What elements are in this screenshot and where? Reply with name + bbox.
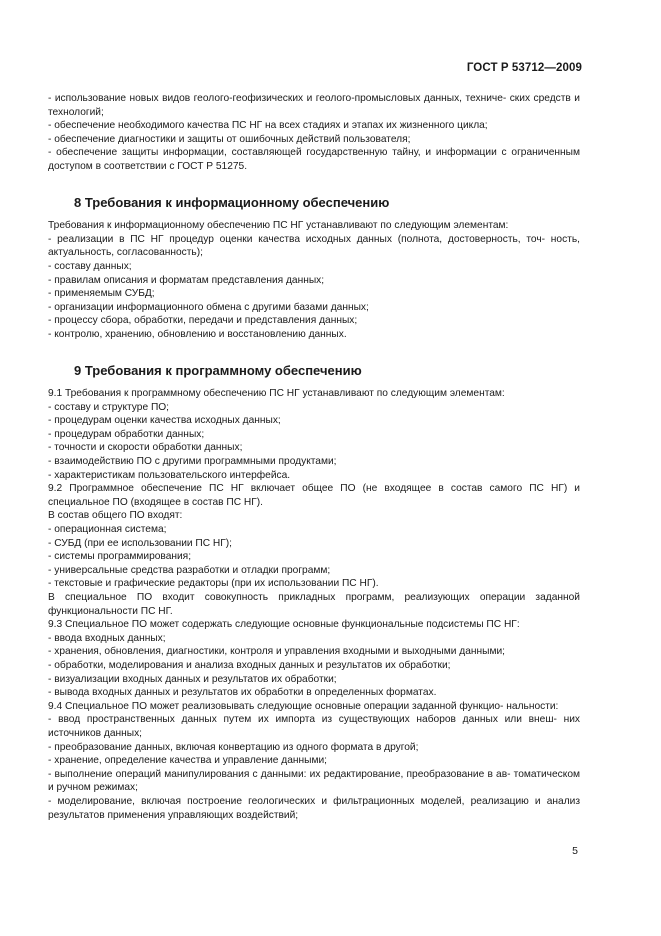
list-item: - процедурам оценки качества исходных данных;: [48, 415, 281, 427]
list-item: - хранение, определение качества и управление данными;: [48, 755, 327, 767]
list-item: - визуализации входных данных и результатов их обработки;: [48, 673, 337, 685]
page-number: 5: [572, 845, 578, 857]
list-item: - взаимодействию ПО с другими программными продуктами;: [48, 456, 337, 468]
list-item: - текстовые и графические редакторы (при их использовании ПС НГ).: [48, 578, 379, 590]
list-item: - ввод пространственных данных путем их импорта из существующих наборов данных или внеш- них источников данных;: [48, 714, 580, 739]
list-item: - обработки, моделирования и анализа входных данных и результатов их обработки;: [48, 659, 451, 671]
clause-9-2: 9.2 Программное обеспечение ПС НГ включает общее ПО (не входящее в состав самого ПС НГ) и специальное ПО (входящее в состав ПС НГ).: [48, 483, 580, 508]
list-item: - характеристикам пользовательского интерфейса.: [48, 469, 291, 481]
list-item: - правилам описания и форматам представления данных;: [48, 274, 325, 286]
list-item: - процедурам обработки данных;: [48, 428, 205, 440]
clause-9-2-special: В специальное ПО входит совокупность прикладных программ, реализующих операции заданной функциональности ПС НГ.: [48, 592, 580, 617]
intro-item: - обеспечение диагностики и защиты от ошибочных действий пользователя;: [48, 133, 411, 145]
intro-item: - обеспечение защиты информации, составляющей государственную тайну, и информации с ограниченным доступом в соответствии с ГОСТ Р 51275.: [48, 147, 580, 172]
intro-item: - обеспечение необходимого качества ПС НГ на всех стадиях и этапах их жизненного цикла;: [48, 120, 488, 132]
list-item: - реализации в ПС НГ процедур оценки качества исходных данных (полнота, достоверность, точ- ность, актуальность, согласованность);: [48, 233, 580, 259]
list-item: - ввода входных данных;: [48, 632, 166, 644]
list-item: - организации информационного обмена с другими базами данных;: [48, 301, 369, 313]
section-8-lead: Требования к информационному обеспечению ПС НГ устанавливают по следующим элементам:: [48, 220, 509, 232]
list-item: - системы программирования;: [48, 551, 192, 563]
clause-9-4: 9.4 Специальное ПО может реализовывать следующие основные операции заданной функцио- нальности:: [48, 700, 559, 712]
list-item: - моделирование, включая построение геологических и фильтрационных моделей, реализацию и анализ результатов применения управляющих воздействий;: [48, 795, 580, 821]
section-8-title: 8 Требования к информационному обеспечению: [74, 194, 390, 210]
list-item: - составу данных;: [48, 260, 132, 272]
list-item: - точности и скорости обработки данных;: [48, 442, 243, 454]
list-item: - универсальные средства разработки и отладки программ;: [48, 564, 331, 576]
list-item: - СУБД (при ее использовании ПС НГ);: [48, 537, 233, 549]
list-item: - вывода входных данных и результатов их обработки в определенных форматах.: [48, 687, 437, 699]
list-item: - контролю, хранению, обновлению и восстановлению данных.: [48, 328, 347, 340]
clause-9-2-general: В состав общего ПО входят:: [48, 510, 183, 522]
intro-list: [48, 92, 580, 174]
intro-item: - использование новых видов геолого-геофизических и геолого-промысловых данных, техниче- ских средств и технологий;: [48, 93, 580, 118]
list-item: - применяемым СУБД;: [48, 288, 155, 300]
list-item: - составу и структуре ПО;: [48, 401, 170, 413]
document-body: [48, 92, 580, 822]
document-code-header: ГОСТ Р 53712—2009: [466, 62, 582, 74]
clause-9-1: 9.1 Требования к программному обеспечению ПС НГ устанавливают по следующим элементам:: [48, 388, 505, 400]
list-item: - операционная система;: [48, 524, 167, 536]
list-item: - хранения, обновления, диагностики, контроля и управления входными и выходными данными;: [48, 646, 505, 658]
list-item: - выполнение операций манипулирования с данными: их редактирование, преобразование в ав- томатическом и ручном режимах;: [48, 768, 580, 794]
section-9-title: 9 Требования к программному обеспечению: [74, 362, 362, 378]
clause-9-3: 9.3 Специальное ПО может содержать следующие основные функциональные подсистемы ПС НГ:: [48, 619, 520, 631]
list-item: - преобразование данных, включая конвертацию из одного формата в другой;: [48, 741, 419, 753]
list-item: - процессу сбора, обработки, передачи и представления данных;: [48, 315, 358, 327]
